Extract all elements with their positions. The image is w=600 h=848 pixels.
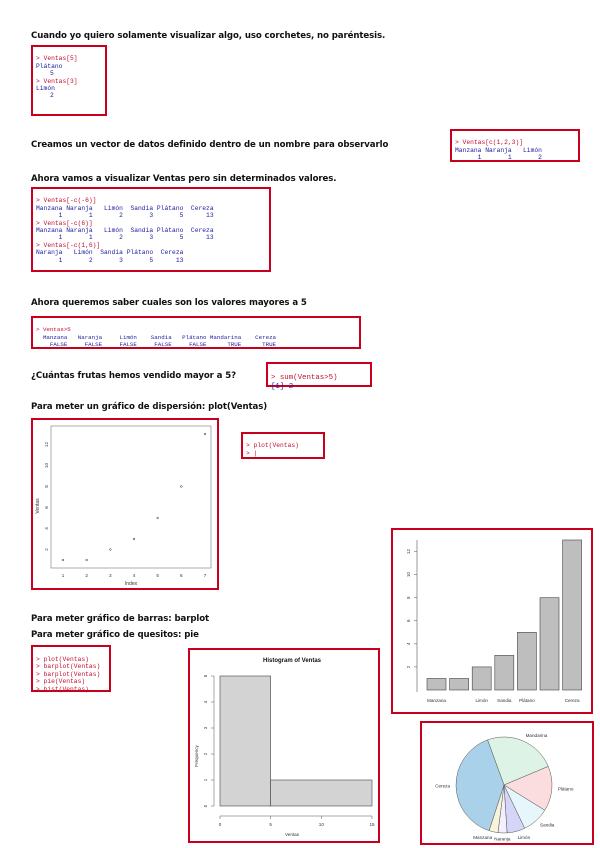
console-line: > plot(Ventas) [246,442,299,450]
plot-box [51,426,211,568]
heading-vector: Creamos un vector de datos definido dentro de un nombre para observarlo [31,140,389,150]
bar-plot-frame [391,528,593,714]
console-line: > Ventas[3] [36,77,78,85]
console-line: [1] 2 [271,383,294,391]
x-tick-label: 3 [109,573,112,578]
y-tick-label: 10 [44,462,49,469]
x-axis-label: Index [124,581,138,587]
console-line: 1 1 2 [455,154,542,162]
y-axis-label: Ventas [35,498,41,514]
console-line: Manzana Naranja Limón Sandia Plátano Cereza [36,227,214,235]
histogram-title: Histogram of Ventas [262,658,322,664]
y-tick-label: 5 [203,674,208,678]
console-line: > Ventas[5] [36,55,78,63]
scatter-point [109,549,111,551]
y-tick-label: 2 [44,548,49,551]
console-vector-c [450,129,580,162]
y-tick-label: 10 [406,572,411,578]
console-line: > Ventas[-c(1,6)] [36,241,101,249]
x-tick-label: 1 [61,573,65,578]
pie-label: Mandarina [525,733,548,739]
console-line: > plot(Ventas) [36,655,89,663]
console-line: FALSE FALSE FALSE FALSE FALSE TRUE TRUE [36,341,277,349]
y-tick-label: 8 [44,485,49,488]
scatter-point [204,433,206,435]
histogram-bar [271,780,372,806]
scatter-point [62,559,64,561]
console-sum [266,362,372,391]
console-line: 1 1 2 3 5 13 [36,212,214,220]
bar-label: Manzana [427,698,446,703]
x-tick-label: 7 [203,573,207,578]
heading-dispersion: Para meter un gráfico de dispersión: plot(Ventas) [31,402,268,412]
console-line: Limón [36,85,55,93]
y-tick-label: 6 [406,619,411,623]
pie-label: Plátano [557,786,574,792]
y-tick-label: 4 [406,642,411,646]
console-line: Naranja Limón Sandia Plátano Cereza [36,249,184,257]
console-line: > Ventas[-c(6)] [36,219,93,227]
y-tick-label: 4 [203,700,208,704]
scatter-plot-frame [31,418,219,590]
console-line: > Ventas>5 [36,326,71,334]
heading-mayores: Ahora queremos saber cuales son los valores mayores a 5 [31,298,307,308]
console-line: 2 [50,92,54,100]
console-line: Plátano [36,62,63,70]
y-tick-label: 6 [44,506,49,509]
console-graficos [31,645,111,692]
pie-chart-frame [420,721,594,845]
x-tick-label: 15 [369,822,375,827]
bar-sandia [495,655,514,690]
console-line: > hist(Ventas) [36,685,89,693]
bar-mandarina [540,598,559,690]
pie-label: Naranja [494,836,511,842]
x-tick-label: 0 [218,822,222,827]
console-sin-valores [31,187,271,272]
y-tick-label: 3 [203,726,208,730]
y-tick-label: 8 [406,596,411,599]
console-line: 1 2 3 5 13 [36,256,184,264]
scatter-point [180,486,182,488]
console-line: > barplot(Ventas) [36,670,101,678]
pie-label: Cereza [435,783,451,789]
bar-manzana [427,678,446,690]
x-tick-label: 5 [269,822,272,827]
y-tick-label: 4 [44,527,49,530]
scatter-plot [33,420,217,588]
y-axis-label: Frequency [194,745,199,767]
bar-label: Limón [475,698,488,703]
heading-pie: Para meter gráfico de quesitos: pie [31,630,199,640]
console-line: 5 [50,70,54,78]
console-line: > Ventas[-c(-6)] [36,197,97,205]
scatter-point [157,517,159,519]
console-line: Manzana Naranja Limón Sandia Plátano Cereza [36,204,214,212]
pie-chart [422,723,592,843]
y-tick-label: 12 [406,548,411,555]
histogram-frame [188,648,380,843]
x-axis-label: Ventas [284,832,300,837]
console-line: > | [246,449,258,457]
console-line: Manzana Naranja Limón Sandia Plátano Mandarina Cereza [36,333,277,341]
bar-label: Plátano [519,698,535,703]
scatter-point [133,538,135,540]
y-tick-label: 12 [44,441,49,448]
heading-barplot: Para meter gráfico de barras: barplot [31,614,210,624]
heading-corchetes: Cuando yo quiero solamente visualizar algo, uso corchetes, no paréntesis. [31,31,386,41]
bar-plot [393,530,591,712]
x-tick-label: 6 [180,573,183,578]
bar-naranja [450,678,469,690]
pie-label: Limón [517,834,531,840]
y-tick-label: 1 [203,778,208,782]
console-line: > sum(Ventas>5) [271,374,338,382]
bar-label: Sandia [497,698,512,703]
histogram [190,650,378,841]
pie-label: Sandia [540,822,555,828]
console-line: Manzana Naranja Limón [455,146,542,154]
pie-label: Manzana [473,835,493,841]
bar-cereza [563,540,582,690]
y-tick-label: 2 [203,752,208,756]
y-tick-label: 2 [406,665,411,669]
bar-label: Cereza [564,698,580,703]
bar-limón [472,667,491,690]
console-mayores [31,316,361,349]
console-ventas-index [31,45,107,116]
scatter-point [86,559,88,561]
heading-sin-valores: Ahora vamos a visualizar Ventas pero sin determinados valores. [31,174,337,184]
x-tick-label: 10 [318,822,324,827]
x-tick-label: 2 [85,573,88,578]
console-line: 1 1 2 3 5 13 [36,234,214,242]
y-tick-label: 0 [203,804,208,808]
bar-plátano [517,632,536,690]
console-line: > pie(Ventas) [36,678,86,686]
histogram-bar [220,676,271,806]
console-line: > Ventas[c(1,2,3)] [455,139,524,147]
console-plot [241,432,325,459]
console-line: > barplot(Ventas) [36,663,101,671]
x-tick-label: 4 [132,573,136,578]
heading-cuantas: ¿Cuántas frutas hemos vendido mayor a 5? [31,371,237,381]
x-tick-label: 5 [156,573,159,578]
